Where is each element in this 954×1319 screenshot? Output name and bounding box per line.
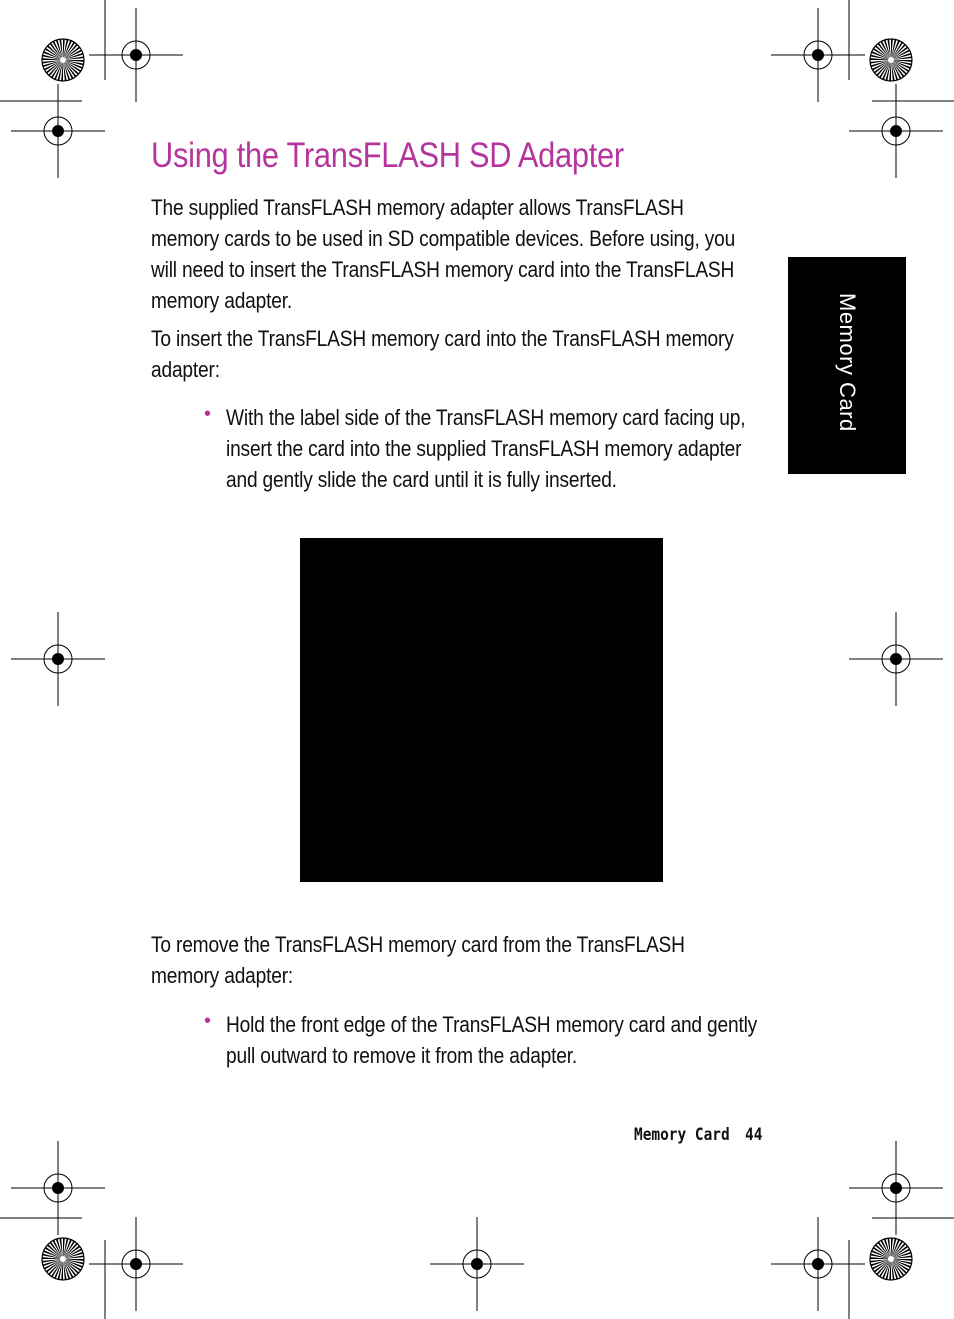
insert-instructions-lead: To insert the TransFLASH memory card into the TransFLASH memory adapter: — [151, 326, 734, 382]
registration-mark-dot — [130, 49, 142, 61]
footer-page-number: 44 — [745, 1125, 763, 1145]
insert-bullet-text: With the label side of the TransFLASH memory card facing up, insert the card into the supplied TransFLASH memory adapter and gently slide the card until it is fully inserted. — [226, 405, 746, 492]
registration-mark-dot — [890, 125, 902, 137]
registration-mark-dot — [890, 653, 902, 665]
remove-bullet-item — [204, 1009, 841, 1071]
page-title: Using the TransFLASH SD Adapter — [151, 136, 624, 175]
bullet-dot-icon: • — [204, 403, 211, 425]
registration-mark-dot — [52, 1182, 64, 1194]
star-target-center — [888, 1256, 894, 1262]
section-side-tab-label: Memory Card — [835, 293, 860, 432]
adapter-illustration — [300, 538, 663, 882]
star-target-center — [888, 57, 894, 63]
registration-mark-dot — [812, 49, 824, 61]
remove-instructions-lead: To remove the TransFLASH memory card from the TransFLASH memory adapter: — [151, 932, 685, 988]
page-footer — [634, 1125, 762, 1145]
bullet-dot-icon: • — [204, 1010, 211, 1032]
star-target-center — [60, 1256, 66, 1262]
registration-mark-dot — [890, 1182, 902, 1194]
registration-mark-dot — [52, 653, 64, 665]
registration-mark-dot — [52, 125, 64, 137]
registration-mark-dot — [130, 1258, 142, 1270]
intro-paragraph: The supplied TransFLASH memory adapter allows TransFLASH memory cards to be used in SD compatible devices. Before using, you will need to insert the TransFLASH memory card into the TransFLASH memory adapter. — [151, 195, 736, 313]
remove-bullet-text: Hold the front edge of the TransFLASH memory card and gently pull outward to remove it from the adapter. — [226, 1012, 758, 1068]
section-side-tab — [788, 257, 906, 474]
insert-bullet-item — [204, 402, 841, 495]
registration-mark-dot — [471, 1258, 483, 1270]
footer-section-name: Memory Card — [634, 1125, 730, 1145]
registration-mark-dot — [812, 1258, 824, 1270]
star-target-center — [60, 57, 66, 63]
